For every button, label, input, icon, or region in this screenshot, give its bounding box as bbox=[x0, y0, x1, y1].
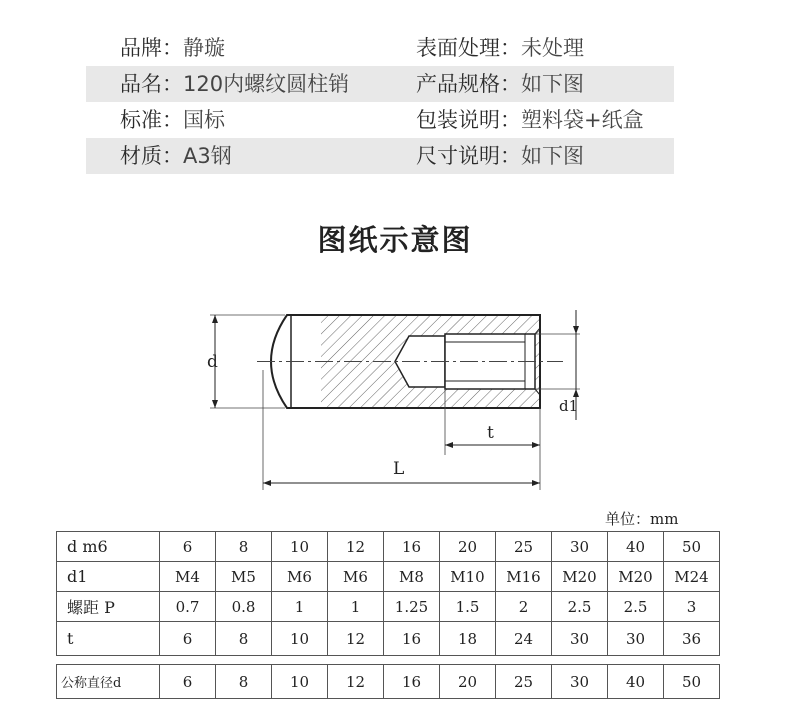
table-cell: 8 bbox=[216, 532, 272, 562]
table-cell: M8 bbox=[384, 562, 440, 592]
unit-label: 单位：mm bbox=[605, 510, 679, 528]
table-cell: 16 bbox=[384, 622, 440, 656]
table-row bbox=[57, 562, 720, 592]
table-row bbox=[57, 622, 720, 656]
gap-cell bbox=[57, 656, 720, 665]
table-cell: 6 bbox=[160, 665, 216, 699]
spec-cell: 品牌：静璇 bbox=[120, 36, 225, 60]
row-header: t bbox=[57, 622, 160, 656]
spec-row bbox=[86, 66, 674, 102]
drawing-title: 图纸示意图 bbox=[317, 223, 473, 257]
table-cell: M24 bbox=[664, 562, 720, 592]
spec-cell: 表面处理：未处理 bbox=[416, 36, 584, 60]
table-cell: 0.8 bbox=[216, 592, 272, 622]
table-cell: M6 bbox=[328, 562, 384, 592]
table-cell: 50 bbox=[664, 665, 720, 699]
row-header: 螺距 P bbox=[57, 592, 160, 622]
spec-cell: 品名：120内螺纹圆柱销 bbox=[120, 72, 350, 96]
table-cell: M20 bbox=[608, 562, 664, 592]
table-cell: 3 bbox=[664, 592, 720, 622]
table-cell: 30 bbox=[552, 622, 608, 656]
table-cell: 2.5 bbox=[552, 592, 608, 622]
table-cell: M6 bbox=[272, 562, 328, 592]
table-cell: 12 bbox=[328, 622, 384, 656]
spec-row bbox=[86, 138, 674, 174]
table-cell: 20 bbox=[440, 532, 496, 562]
table-cell: 16 bbox=[384, 532, 440, 562]
spec-table bbox=[86, 30, 674, 174]
dim-label-d1: d1 bbox=[559, 397, 579, 415]
table-cell: 0.7 bbox=[160, 592, 216, 622]
table-cell: 25 bbox=[496, 532, 552, 562]
table-cell: 8 bbox=[216, 622, 272, 656]
table-cell: 10 bbox=[272, 665, 328, 699]
table-row bbox=[57, 532, 720, 562]
dim-label-d: d bbox=[207, 352, 218, 372]
table-cell: M20 bbox=[552, 562, 608, 592]
table-cell: 1.25 bbox=[384, 592, 440, 622]
table-cell: 12 bbox=[328, 532, 384, 562]
dim-label-t: t bbox=[487, 423, 494, 443]
table-cell: 6 bbox=[160, 532, 216, 562]
spec-cell: 尺寸说明：如下图 bbox=[416, 144, 584, 168]
row-header: d m6 bbox=[57, 532, 160, 562]
table-gap bbox=[57, 656, 720, 665]
table-cell: 30 bbox=[552, 665, 608, 699]
table-cell: 10 bbox=[272, 532, 328, 562]
row-header: d1 bbox=[57, 562, 160, 592]
table-cell: 12 bbox=[328, 665, 384, 699]
table-cell: 24 bbox=[496, 622, 552, 656]
table-cell: M16 bbox=[496, 562, 552, 592]
table-cell: 16 bbox=[384, 665, 440, 699]
table-cell: 20 bbox=[440, 665, 496, 699]
table-row bbox=[57, 665, 720, 699]
table-row bbox=[57, 592, 720, 622]
table-cell: 36 bbox=[664, 622, 720, 656]
table-cell: 18 bbox=[440, 622, 496, 656]
dimension-table bbox=[56, 531, 720, 699]
table-cell: M5 bbox=[216, 562, 272, 592]
table-cell: 6 bbox=[160, 622, 216, 656]
table-cell: 30 bbox=[608, 622, 664, 656]
table-cell: 1 bbox=[272, 592, 328, 622]
row-header: 公称直径d bbox=[57, 665, 160, 699]
spec-row bbox=[86, 30, 674, 66]
table-cell: 2 bbox=[496, 592, 552, 622]
spec-cell: 标准：国标 bbox=[120, 108, 225, 132]
table-cell: 1 bbox=[328, 592, 384, 622]
spec-cell: 包装说明：塑料袋+纸盒 bbox=[416, 108, 644, 132]
table-cell: M10 bbox=[440, 562, 496, 592]
table-cell: 2.5 bbox=[608, 592, 664, 622]
table-cell: 40 bbox=[608, 665, 664, 699]
table-cell: 25 bbox=[496, 665, 552, 699]
table-cell: 30 bbox=[552, 532, 608, 562]
dim-label-L: L bbox=[393, 459, 405, 479]
table-cell: 10 bbox=[272, 622, 328, 656]
table-cell: M4 bbox=[160, 562, 216, 592]
table-cell: 50 bbox=[664, 532, 720, 562]
spec-cell: 材质：A3钢 bbox=[120, 144, 232, 168]
table-cell: 8 bbox=[216, 665, 272, 699]
spec-row bbox=[86, 102, 674, 138]
pin-drawing bbox=[195, 290, 595, 495]
table-cell: 40 bbox=[608, 532, 664, 562]
spec-cell: 产品规格：如下图 bbox=[416, 72, 584, 96]
table-cell: 1.5 bbox=[440, 592, 496, 622]
